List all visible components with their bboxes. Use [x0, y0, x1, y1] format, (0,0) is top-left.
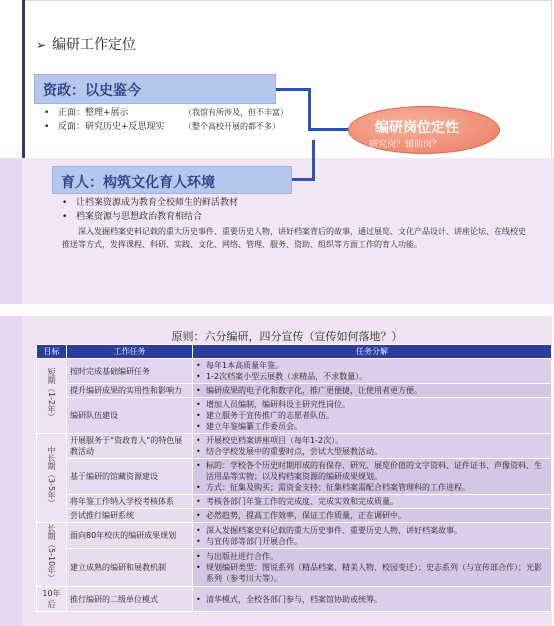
connector-line	[312, 140, 315, 181]
task-cell: 尝试推行编研系统	[67, 509, 193, 523]
header-cell: 工作任务	[67, 345, 193, 359]
connector-line	[292, 178, 314, 181]
editorial-role-oval	[348, 106, 500, 154]
detail-cell: • 清华模式，全校各部门参与，档案馆协助或统筹。	[193, 587, 552, 612]
detail-cell: • 每年1本高质量年鉴。 • 1-2次档案小型云展教（求精品，不求数量）。	[193, 359, 552, 384]
table-row	[37, 384, 552, 398]
table-row	[37, 398, 552, 434]
task-cell: 推行编研的二级单位模式	[67, 587, 193, 612]
table-row	[37, 459, 552, 495]
table-row	[37, 509, 552, 523]
connector-line	[308, 128, 350, 131]
connector-line	[276, 88, 310, 91]
task-cell: 提升编研成果的实用性和影响力	[67, 384, 193, 398]
detail-cell: • 标的：学校各个历史时期形成的有保存、研究、展览价值的文字资料、证件证书、声像资料、生活用品等实物；以及构档案资源的编研成果规划。 • 方式：征集及购买；需资金支持；征集档案需配合档案管理科的工作进程。	[193, 459, 552, 495]
period-cell: 中长期（3-5年）	[37, 434, 67, 523]
connector-line	[308, 88, 311, 130]
bullet-item: • 让档案资源成为教育全校师生的鲜活教材	[62, 196, 238, 210]
period-cell: 短期（1-2年）	[37, 359, 67, 434]
slide-gap	[0, 304, 554, 316]
table-row	[37, 495, 552, 509]
task-cell: 建立成熟的编研和展教机制	[67, 549, 193, 587]
zizheng-heading-box	[34, 74, 276, 104]
slide1-title: ➢ 编研工作定位	[36, 37, 137, 53]
task-cell: 基于编研的馆藏资源建设	[67, 459, 193, 495]
yuren-label: 育人：构筑文化育人环境	[61, 175, 215, 191]
bullet-item: • 档案资源与思想政治教育相结合	[62, 210, 238, 224]
table-header-row	[37, 345, 552, 359]
detail-cell: • 深入发掘档案史料记载的重大历史事件、重要历史人物，讲好档案故事。 • 与宣传部等部门开展合作。	[193, 523, 552, 549]
detail-cell: • 编研成果的电子化和数字化，推广更便捷，让使用者更方便。	[193, 384, 552, 398]
slide2-title: 原则：六分编研，四分宣传（宣传如何落地？）	[171, 330, 403, 343]
yuren-heading-box	[52, 166, 292, 194]
table-row	[37, 549, 552, 587]
table-row	[37, 359, 552, 384]
yuren-bullets	[62, 196, 238, 224]
task-cell: 开展服务于“资政育人”的特色展教活动	[67, 434, 193, 459]
detail-cell: • 增加人员编制，编研科设主研究性岗位。 • 建立服务于宣传推广的志愿者队伍。 • 建立年鉴编纂工作委员会。	[193, 398, 552, 434]
zizheng-bullets	[44, 106, 288, 134]
task-cell: 将年鉴工作纳入学校考核体系	[67, 495, 193, 509]
table-row	[37, 523, 552, 549]
period-cell: 10年后	[37, 587, 67, 612]
yuren-paragraph: 深入发掘档案史料记载的重大历史事件、重要历史人物，讲好档案背后的故事，通过展览、文化产品设计、讲座论坛、在线校史推送等方式，发挥课程、科研、实践、文化、网络、管理、服务、资助、组织等方面工作的育人功能。	[62, 227, 526, 249]
header-cell: 任务分解	[193, 345, 552, 359]
task-cell: 按时完成基础编研任务	[67, 359, 193, 384]
detail-cell: • 与出版社进行合作。 • 规划编研类型：图说系列（精品档案、精美人物、校园变迁）；史志系列（与宣传部合作）；光影系列（参考川大等）。	[193, 549, 552, 587]
task-cell: 编研队伍建设	[67, 398, 193, 434]
arrow-bullet-icon: ➢	[36, 38, 47, 52]
table-row	[37, 587, 552, 612]
work-plan-table	[36, 344, 552, 612]
slide-work-plan-table	[22, 316, 552, 626]
oval-title: 编研岗位定性	[375, 120, 459, 136]
oval-subtitle: 研究岗？辅助岗？	[369, 140, 442, 150]
bullet-item: • 正面：整理+展示 （我馆有所涉及，但不丰富）	[44, 106, 165, 120]
zizheng-label: 资政：以史鉴今	[43, 83, 141, 99]
header-cell: 目标	[37, 345, 67, 359]
detail-cell: • 必然趋势，提高工作效率，保证工作质量，正在调研中。	[193, 509, 552, 523]
detail-cell: • 开展校史档案讲座项目（每年1-2次）。 • 结合学校发展中的重要时点，尝试大型展教活动。	[193, 434, 552, 459]
table-row	[37, 434, 552, 459]
period-cell: 长期（5-10年）	[37, 523, 67, 587]
detail-cell: • 考核各部门年鉴工作的完成度、完成实效和完成质量。	[193, 495, 552, 509]
task-cell: 面向80年校庆的编研成果规划	[67, 523, 193, 549]
bullet-item: • 反面：研究历史+反思现实 （整个高校开展的都不多）	[44, 120, 165, 134]
